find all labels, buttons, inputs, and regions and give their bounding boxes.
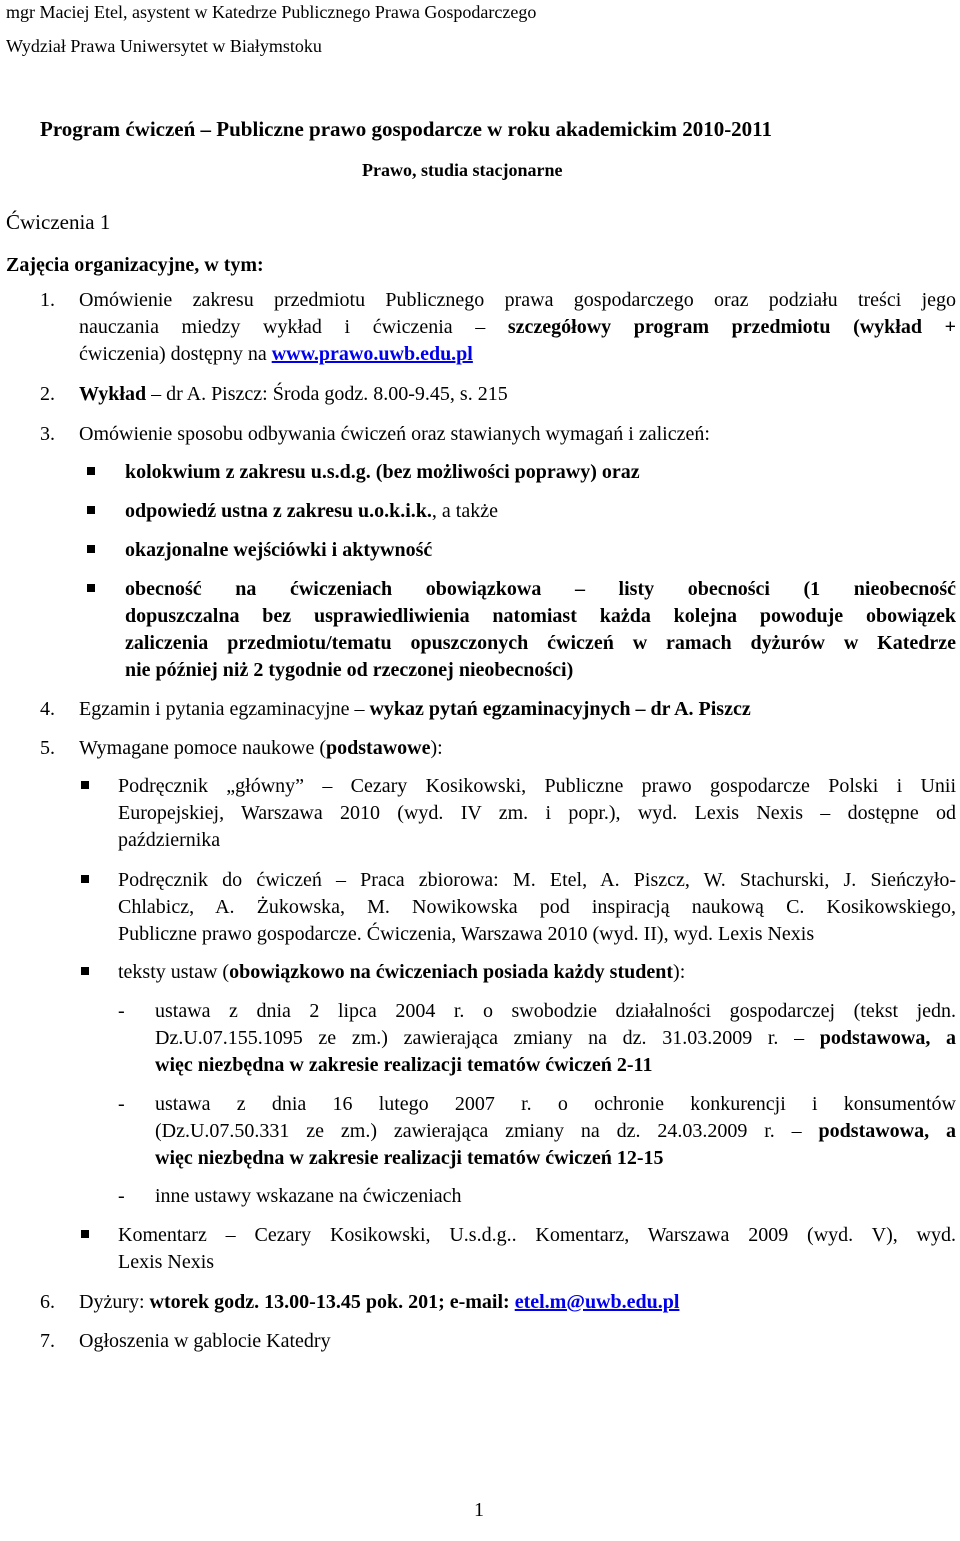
item-4-rest: Egzamin i pytania egzaminacyjne – [79,698,370,720]
item-6-number: 6. [40,1291,55,1313]
item-6-text [79,1291,679,1314]
faculty-line: Wydział Prawa Uniwersytet w Białymstoku [6,36,322,56]
item-3-number: 3. [40,423,55,445]
ustawa-1-line-2 [155,1027,956,1050]
item-5-number: 5. [40,737,55,759]
item-1-line-1: Omówienie zakresu przedmiotu Publicznego prawa gospodarczego oraz podziału treści jego [79,289,956,311]
teksty-ustaw-a: teksty ustaw ( [118,961,230,983]
email-link[interactable]: etel.m@uwb.edu.pl [514,1291,680,1313]
komentarz-line-1: Komentarz – Cezary Kosikowski, U.s.d.g.. Komentarz, Warszawa 2009 (wyd. V), wyd. [118,1224,956,1246]
bullet-square-icon [81,967,89,975]
bullet-odpowiedz [125,500,498,523]
bullet-obecnosc-line-2: dopuszczalna bez usprawiedliwienia natomiast każda kolejna powoduje obowiązek [125,605,956,627]
teksty-ustaw [118,961,685,984]
podrecznik-glowny-line-1: Podręcznik „główny” – Cezary Kosikowski, Publiczne prawo gospodarcze Polski i Unii [118,775,956,797]
intro-text: Zajęcia organizacyjne, w tym: [6,254,264,276]
ustawa-1-line-3: więc niezbędna w zakresie realizacji tematów ćwiczeń 2-11 [155,1054,653,1076]
item-1-line-2 [79,316,956,339]
podrecznik-cwiczen-line-2: Chlabicz, A. Żukowska, M. Nowikowska pod inspiracją naukową C. Kosikowskiego, [118,896,956,918]
ustawa-2-line-2 [155,1120,956,1143]
bullet-obecnosc-line-1: obecność na ćwiczeniach obowiązkowa – listy obecności (1 nieobecność [125,578,956,600]
teksty-ustaw-b: ): [673,961,686,983]
bullet-square-icon [87,467,95,475]
ustawa-1-line-1: ustawa z dnia 2 lipca 2004 r. o swobodzie działalności gospodarczej (tekst jedn. [155,1000,956,1022]
page-number: 1 [474,1499,484,1521]
author-line: mgr Maciej Etel, asystent w Katedrze Publicznego Prawa Gospodarczego [6,2,537,22]
bullet-square-icon [81,781,89,789]
bullet-obecnosc-line-3: zaliczenia przedmiotu/tematu opuszczonych ćwiczeń w ramach dyżurów w Katedrze [125,632,956,654]
bullet-odpowiedz-bold: odpowiedź ustna z zakresu u.o.k.i.k. [125,500,432,522]
item-4-text [79,698,751,721]
komentarz-line-2: Lexis Nexis [118,1251,215,1273]
podrecznik-glowny-line-3: października [118,829,221,851]
intro-line [6,254,264,277]
bullet-square-icon [87,506,95,514]
ustawa-2-line-2-text: (Dz.U.07.50.331 ze zm.) zawierająca zmiany na dz. 24.03.2009 r. – [155,1120,819,1142]
bullet-square-icon [87,545,95,553]
bullet-wejsciowki: okazjonalne wejściówki i aktywność [125,539,433,561]
item-2-text [79,383,508,406]
item-1-line-3 [79,343,473,366]
bullet-square-icon [81,1230,89,1238]
item-5-text [79,737,443,760]
bullet-square-icon [81,875,89,883]
ustawa-1-line-2-text: Dz.U.07.155.1095 ze zm.) zawierająca zmiany na dz. 31.03.2009 r. – [155,1027,820,1049]
item-4-bold: wykaz pytań egzaminacyjnych – dr A. Piszcz [369,698,751,720]
item-6-label: Dyżury: [79,1291,150,1313]
podrecznik-cwiczen-line-3: Publiczne prawo gospodarcze. Ćwiczenia, Warszawa 2010 (wyd. II), wyd. Lexis Nexis [118,923,815,945]
item-5-text-a: Wymagane pomoce naukowe ( [79,737,327,759]
ustawa-1-bold: podstawowa, a [819,1027,956,1049]
item-1-line-3-text: ćwiczenia) dostępny na [79,343,272,365]
item-5-text-b: ): [430,737,443,759]
dash-marker: - [118,1000,125,1022]
item-7-number: 7. [40,1330,55,1352]
section-heading: Ćwiczenia 1 [6,210,111,234]
item-2-bold: Wykład [79,383,147,405]
prawo-uwb-link[interactable]: www.prawo.uwb.edu.pl [271,343,473,365]
bullet-kolokwium: kolokwium z zakresu u.s.d.g. (bez możliwości poprawy) oraz [125,461,640,483]
item-3-text: Omówienie sposobu odbywania ćwiczeń oraz stawianych wymagań i zaliczeń: [79,423,710,445]
item-5-bold: podstawowe [326,737,431,759]
podrecznik-glowny-line-2: Europejskiej, Warszawa 2010 (wyd. IV zm. i popr.), wyd. Lexis Nexis – dostępne od [118,802,956,824]
ustawa-2-line-1: ustawa z dnia 16 lutego 2007 r. o ochronie konkurencji i konsumentów [155,1093,956,1115]
item-1-line-2-text: nauczania miedzy wykład i ćwiczenia – [79,316,508,338]
item-2-number: 2. [40,383,55,405]
bullet-odpowiedz-rest: , a także [431,500,498,522]
item-1-number: 1. [40,289,55,311]
item-7-text: Ogłoszenia w gablocie Katedry [79,1330,331,1352]
document-title: Program ćwiczeń – Publiczne prawo gospodarcze w roku akademickim 2010-2011 [40,117,773,141]
teksty-ustaw-bold: obowiązkowo na ćwiczeniach posiada każdy student [229,961,674,983]
dash-marker: - [118,1185,125,1207]
document-subtitle: Prawo, studia stacjonarne [362,160,563,180]
item-4-number: 4. [40,698,55,720]
ustawa-2-bold: podstawowa, a [818,1120,956,1142]
dash-marker: - [118,1093,125,1115]
bullet-obecnosc-line-4: nie później niż 2 tygodnie od rzeczonej nieobecności) [125,659,574,681]
item-1-program-bold: szczegółowy program przedmiotu (wykład + [507,316,956,338]
item-6-bold: wtorek godz. 13.00-13.45 pok. 201; e-mail: [149,1291,515,1313]
ustawa-2-line-3: więc niezbędna w zakresie realizacji tematów ćwiczeń 12-15 [155,1147,664,1169]
ustawa-3: inne ustawy wskazane na ćwiczeniach [155,1185,462,1207]
item-2-rest: – dr A. Piszcz: Środa godz. 8.00-9.45, s. 215 [146,383,508,405]
podrecznik-cwiczen-line-1: Podręcznik do ćwiczeń – Praca zbiorowa: M. Etel, A. Piszcz, W. Stachurski, J. Sieńczyło- [118,869,956,891]
bullet-square-icon [87,584,95,592]
